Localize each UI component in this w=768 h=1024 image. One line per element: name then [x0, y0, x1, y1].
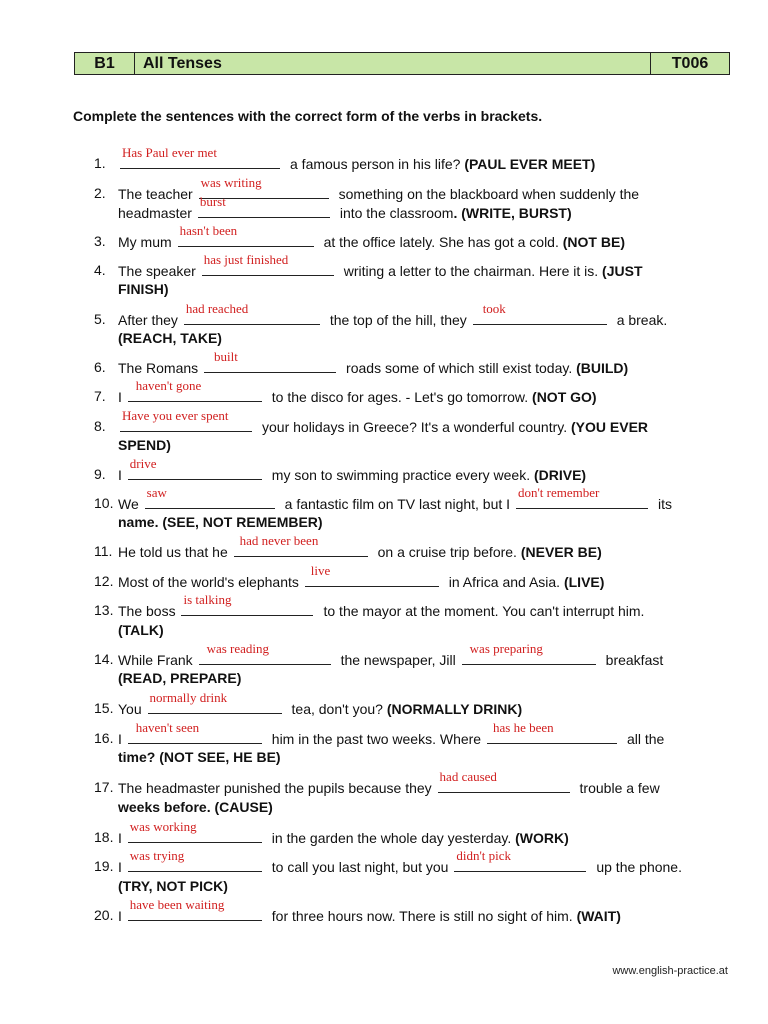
answer-blank[interactable]	[473, 301, 607, 325]
answer: was trying	[129, 848, 185, 863]
answer: haven't gone	[135, 378, 202, 393]
answer: was writing	[200, 175, 262, 190]
answer: took	[482, 301, 506, 316]
answer: is talking	[183, 592, 232, 607]
item-text: The teacher was writing something on the blackboard when suddenly the	[118, 175, 640, 202]
answer-blank[interactable]	[199, 641, 331, 665]
answer-blank[interactable]	[234, 533, 368, 557]
answer-blank[interactable]	[128, 897, 262, 921]
answer-blank[interactable]	[181, 592, 313, 616]
answer: had never been	[239, 533, 319, 548]
verb-hint: (LIVE)	[563, 574, 605, 590]
footer-url: www.english-practice.at	[612, 965, 728, 977]
worksheet-title: All Tenses	[135, 53, 651, 74]
answer: haven't seen	[135, 720, 200, 735]
answer: was preparing	[469, 641, 543, 656]
answer: normally drink	[149, 690, 228, 705]
answer-blank[interactable]	[120, 408, 252, 432]
item-number: 2.	[94, 185, 106, 201]
verb-hint: . (WRITE, BURST)	[453, 205, 572, 221]
answer-blank[interactable]	[128, 848, 262, 872]
verb-hint: (JUST	[602, 263, 643, 279]
answer: have been waiting	[129, 897, 225, 912]
verb-hint: (NEVER BE)	[520, 544, 602, 560]
answer: drive	[129, 456, 157, 471]
verb-hint: (NOT BE)	[562, 234, 625, 250]
answer-blank[interactable]	[184, 301, 320, 325]
answer: Has Paul ever met	[122, 145, 217, 160]
item-number: 1.	[94, 155, 106, 171]
worksheet-code: T006	[671, 54, 709, 72]
answer: has he been	[492, 720, 554, 735]
item-text: Has Paul ever met a famous person in his life? (PAUL EVER MEET)	[122, 145, 596, 172]
answer-blank[interactable]	[128, 456, 262, 480]
answer-blank[interactable]	[128, 720, 262, 744]
answer-blank[interactable]	[462, 641, 596, 665]
answer: built	[214, 349, 238, 364]
answer-blank[interactable]	[128, 819, 262, 843]
verb-hint: (PAUL EVER MEET)	[464, 156, 596, 172]
answer: hasn't been	[179, 223, 238, 238]
answer-blank[interactable]	[438, 769, 570, 793]
answer-blank[interactable]	[148, 690, 282, 714]
answer: live	[310, 563, 331, 578]
answer: don't remember	[517, 485, 600, 500]
exercise-list: 1. Has Paul ever met a famous person in his life? (PAUL EVER MEET) 2. The teacher was writing something on the blackboard when suddenly the headmaster burst into the classroom. (WRITE, BURST) 3. My mum hasn't been at the office lately. She has got a cold. (NOT BE) 4. The speaker has just finished writing a letter to the chairman. Here it is. (JUST FINISH) 5. After they had reached the top of the hill, they took a break. (REACH, TAKE) 6. The Romans built roads some of which still exist today. (BUILD) 7. I haven't gone to the disco for ages. - Let's go tomorrow. (NOT GO) 8. Have you ever spent your holidays in Greece? It's a wonderful country. (YOU EVER SPEND) 9. I drive my son to swimming practice every week. (DRIVE) 10. We saw a fantastic film on TV last night, but I don't remember its name. (SEE, NOT REMEMBER) 11. He told us that he had never been on a cruise trip before. (NEVER BE) 12. Most of the world's elephants live in Africa and Asia. (LIVE) 13. The boss is talking to the mayor at the moment. You can't interrupt him. (TALK) 14. While Frank was reading the newspaper, Jill was preparing breakfast (READ, PREPARE) 15. You normally drink tea, don't you? (NORMALLY DRINK) 16. I haven't seen him in the past two weeks. Where has he been all the time? (NOT SEE, HE BE) 17. The headmaster punished the pupils because they had caused trouble a few weeks before. (CAUSE) 18. I was working in the garden the whole day yesterday. (WORK) 19. I was trying to call you last night, but you didn't pick up the phone. (TRY, NOT PICK) 20. I have been waiting for three hours now. There is still no sight of him. (WAIT)	[94, 145, 682, 924]
verb-hint: (BUILD)	[576, 360, 629, 376]
answer-blank[interactable]	[145, 485, 275, 509]
verb-hint: (NOT GO)	[532, 389, 597, 405]
verb-hint: (WORK)	[515, 830, 569, 846]
instructions: Complete the sentences with the correct form of the verbs in brackets.	[73, 108, 543, 124]
answer: had caused	[439, 769, 497, 784]
answer-blank[interactable]	[487, 720, 617, 744]
answer: has just finished	[203, 252, 289, 267]
answer-blank[interactable]	[305, 563, 439, 587]
answer-blank[interactable]	[178, 223, 314, 247]
answer-blank[interactable]	[202, 252, 334, 276]
answer: had reached	[185, 301, 249, 316]
answer: burst	[199, 194, 226, 209]
answer-blank[interactable]	[128, 378, 262, 402]
answer-blank[interactable]	[120, 145, 280, 169]
verb-hint: (YOU EVER	[571, 419, 649, 435]
verb-hint: (DRIVE)	[533, 467, 587, 483]
level-label: B1	[75, 53, 135, 74]
answer-blank[interactable]	[516, 485, 648, 509]
answer: Have you ever spent	[122, 408, 229, 423]
answer: was working	[129, 819, 197, 834]
answer-blank[interactable]	[204, 349, 336, 373]
answer: saw	[146, 485, 167, 500]
answer: was reading	[206, 641, 270, 656]
answer: didn't pick	[456, 848, 512, 863]
answer-blank[interactable]	[198, 194, 330, 218]
answer-blank[interactable]	[454, 848, 586, 872]
verb-hint: (WAIT)	[576, 908, 621, 924]
verb-hint: (NORMALLY DRINK)	[386, 701, 523, 717]
